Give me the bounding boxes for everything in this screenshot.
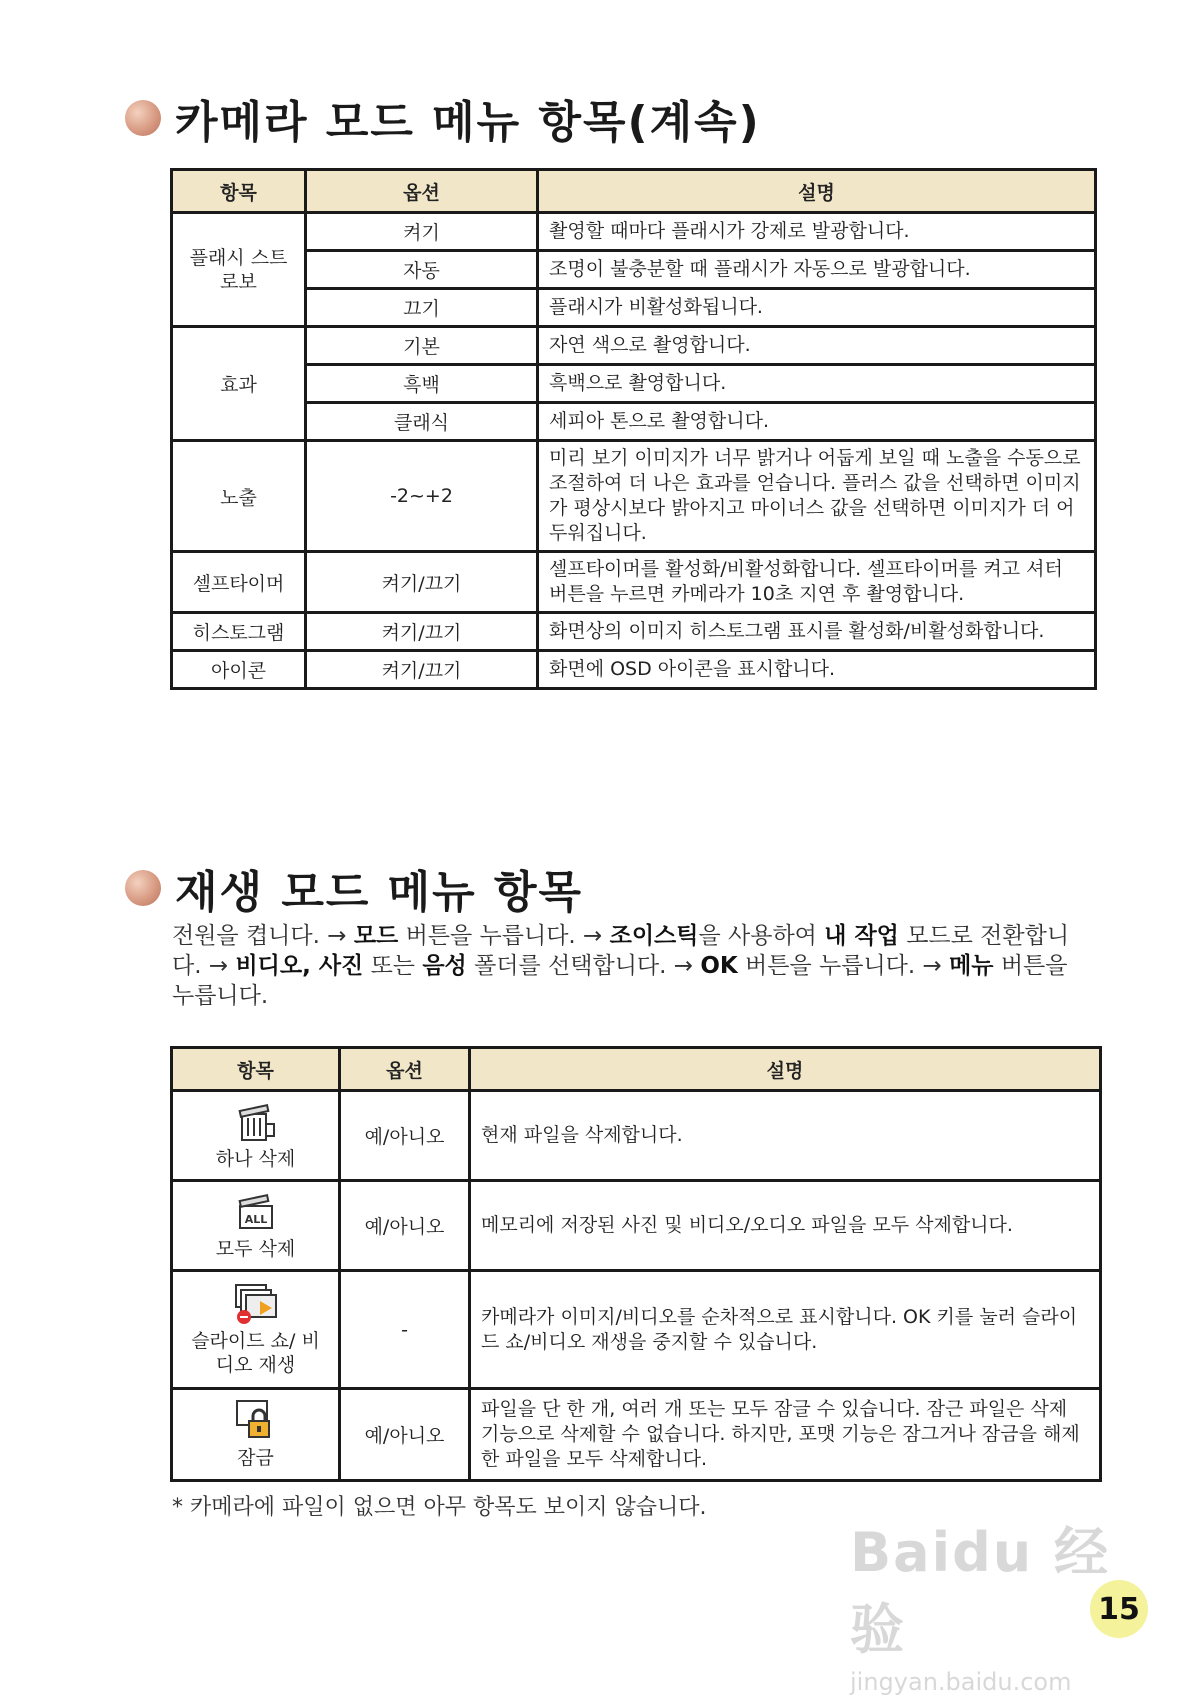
option-cell: -2~+2 [306, 441, 538, 552]
header-desc: 설명 [470, 1048, 1101, 1091]
intro-bold: OK [700, 953, 738, 979]
desc-cell: 셀프타이머를 활성화/비활성화합니다. 셀프타이머를 켜고 셔터 버튼을 누르면 카메라가 10초 지연 후 촬영합니다. [538, 552, 1096, 613]
desc-cell: 파일을 단 한 개, 여러 개 또는 모두 잠글 수 있습니다. 잠근 파일은 삭제 기능으로 삭제할 수 없습니다. 하지만, 포맷 기능은 잠그거나 잠금을 해제한 파일을 모두 삭제합니다. [470, 1389, 1101, 1481]
playback-mode-table [170, 1046, 1102, 1482]
footnote: * 카메라에 파일이 없으면 아무 항목도 보이지 않습니다. [172, 1495, 707, 1520]
table-header-row [172, 170, 1096, 213]
camera-mode-table [170, 168, 1097, 690]
table-row [172, 552, 1096, 613]
bullet-icon [125, 100, 161, 136]
bullet-icon [125, 870, 161, 906]
intro-text: 버튼을 누릅니다. → [737, 953, 950, 979]
table-row [172, 1389, 1101, 1481]
desc-cell: 미리 보기 이미지가 너무 밝거나 어둡게 보일 때 노출을 수동으로 조절하여 더 나은 효과를 얻습니다. 플러스 값을 선택하면 이미지가 평상시보다 밝아지고 마이너스 값을 선택하면 이미지가 더 어두워집니다. [538, 441, 1096, 552]
table-row [172, 403, 1096, 441]
intro-bold: 조이스틱 [609, 923, 699, 949]
option-cell: 켜기 [306, 213, 538, 251]
delete-one-icon [234, 1100, 278, 1142]
item-cell: 노출 [172, 441, 306, 552]
watermark-url: jingyan.baidu.com [850, 1668, 1072, 1696]
option-cell: 켜기/끄기 [306, 651, 538, 689]
intro-bold: 내 작업 [824, 923, 899, 949]
table-row [172, 1091, 1101, 1181]
table-row [172, 613, 1096, 651]
header-item: 항목 [172, 1048, 340, 1091]
option-cell: 켜기/끄기 [306, 552, 538, 613]
desc-cell: 화면에 OSD 아이콘을 표시합니다. [538, 651, 1096, 689]
watermark-brand: Baidu 经验 [850, 1521, 1111, 1661]
intro-bold: 모드 [353, 923, 399, 949]
item-label: 잠금 [237, 1447, 274, 1469]
desc-cell: 카메라가 이미지/비디오를 순차적으로 표시합니다. OK 키를 눌러 슬라이드 쇼/비디오 재생을 중지할 수 있습니다. [470, 1271, 1101, 1389]
option-cell: 자동 [306, 251, 538, 289]
item-cell: 셀프타이머 [172, 552, 306, 613]
intro-bold: 음성 [422, 953, 467, 979]
desc-cell: 플래시가 비활성화됩니다. [538, 289, 1096, 327]
intro-bold: 메뉴 [949, 953, 994, 979]
section-1-title: 카메라 모드 메뉴 항목(계속) [175, 97, 761, 148]
table-row [172, 365, 1096, 403]
lock-icon [233, 1399, 279, 1441]
baidu-watermark [850, 1510, 1111, 1696]
option-cell: 기본 [306, 327, 538, 365]
table-row [172, 651, 1096, 689]
option-cell: - [340, 1271, 470, 1389]
table-row [172, 251, 1096, 289]
section-2-heading [125, 856, 583, 920]
table-row [172, 327, 1096, 365]
option-cell: 예/아니오 [340, 1091, 470, 1181]
option-cell: 끄기 [306, 289, 538, 327]
item-cell: 아이콘 [172, 651, 306, 689]
intro-text: 버튼을 누릅니다. → [398, 923, 610, 949]
desc-cell: 자연 색으로 촬영합니다. [538, 327, 1096, 365]
intro-paragraph [172, 921, 1072, 1011]
table-row [172, 441, 1096, 552]
desc-cell: 현재 파일을 삭제합니다. [470, 1091, 1101, 1181]
item-label: 모두 삭제 [215, 1238, 296, 1260]
page-number: 15 [1090, 1580, 1148, 1638]
intro-text: 을 사용하여 [698, 923, 825, 949]
item-cell: 히스토그램 [172, 613, 306, 651]
desc-cell: 화면상의 이미지 히스토그램 표시를 활성화/비활성화합니다. [538, 613, 1096, 651]
item-cell: 플래시 스트로보 [172, 213, 306, 327]
desc-cell: 촬영할 때마다 플래시가 강제로 발광합니다. [538, 213, 1096, 251]
option-cell: 클래식 [306, 403, 538, 441]
option-cell: 켜기/끄기 [306, 613, 538, 651]
header-option: 옵션 [340, 1048, 470, 1091]
intro-text: 모드로 전환합니다. → [172, 923, 1070, 979]
section-1-heading [125, 86, 761, 150]
section-2-title: 재생 모드 메뉴 항목 [175, 867, 583, 918]
intro-text: 버튼을 누릅니다. [172, 953, 1068, 1009]
item-cell [172, 1181, 340, 1271]
item-label: 하나 삭제 [215, 1148, 296, 1170]
table-row [172, 1271, 1101, 1389]
intro-text: 또는 [363, 953, 423, 979]
table-header-row [172, 1048, 1101, 1091]
desc-cell: 메모리에 저장된 사진 및 비디오/오디오 파일을 모두 삭제합니다. [470, 1181, 1101, 1271]
item-label: 슬라이드 쇼/ 비디오 재생 [191, 1329, 320, 1376]
table-row [172, 213, 1096, 251]
slideshow-icon [232, 1283, 280, 1327]
item-cell: 효과 [172, 327, 306, 441]
item-cell [172, 1271, 340, 1389]
intro-text: 폴더를 선택합니다. → [466, 953, 701, 979]
intro-text: 전원을 켭니다. → [172, 923, 354, 949]
item-cell [172, 1091, 340, 1181]
intro-bold: 비디오, 사진 [235, 953, 364, 979]
header-item: 항목 [172, 170, 306, 213]
svg-text:ALL: ALL [244, 1213, 267, 1226]
delete-all-icon [234, 1190, 278, 1232]
desc-cell: 흑백으로 촬영합니다. [538, 365, 1096, 403]
desc-cell: 세피아 톤으로 촬영합니다. [538, 403, 1096, 441]
header-option: 옵션 [306, 170, 538, 213]
table-row [172, 289, 1096, 327]
table-row [172, 1181, 1101, 1271]
option-cell: 흑백 [306, 365, 538, 403]
option-cell: 예/아니오 [340, 1389, 470, 1481]
header-desc: 설명 [538, 170, 1096, 213]
desc-cell: 조명이 불충분할 때 플래시가 자동으로 발광합니다. [538, 251, 1096, 289]
option-cell: 예/아니오 [340, 1181, 470, 1271]
item-cell [172, 1389, 340, 1481]
